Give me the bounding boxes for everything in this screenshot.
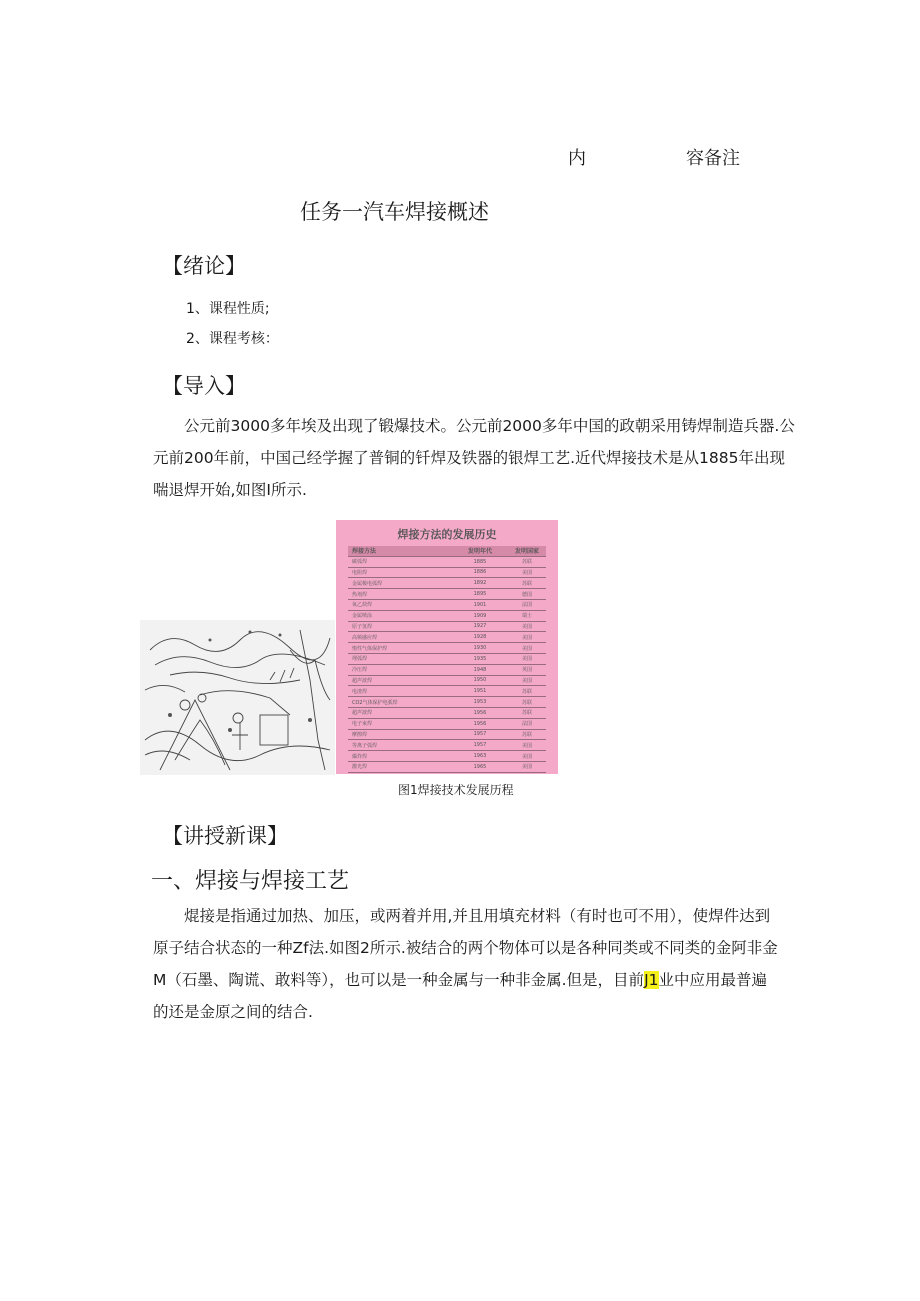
table-cell-method: 埋弧焊 [348, 654, 452, 665]
table-row [348, 751, 546, 762]
table-cell-country: 美国 [508, 762, 546, 773]
table-header-row [348, 546, 546, 557]
table-cell-method: 超声波焊 [348, 676, 452, 687]
table-row [348, 568, 546, 579]
table-cell-year: 1953 [452, 697, 508, 708]
table-cell-country: 苏联 [508, 557, 546, 568]
table-cell-country: 美国 [508, 568, 546, 579]
table-row [348, 578, 546, 589]
table-row [348, 762, 546, 773]
table-cell-method: CO2气体保护电弧焊 [348, 697, 452, 708]
table-row [348, 676, 546, 687]
table-cell-year: 1928 [452, 632, 508, 643]
lesson-line-3-end: 业中应用最普遍 [658, 971, 768, 989]
header-content-label: 内 [568, 148, 586, 169]
lesson-paragraph-line-4: 的还是金原之间的结合. [153, 1003, 313, 1021]
table-row [348, 740, 546, 751]
table-cell-country: 美国 [508, 740, 546, 751]
table-cell-year: 1901 [452, 600, 508, 611]
table-row [348, 632, 546, 643]
table-cell-country: 苏联 [508, 578, 546, 589]
table-cell-country: 瑞士 [508, 611, 546, 622]
table-cell-method: 冷压焊 [348, 665, 452, 676]
table-row [348, 665, 546, 676]
table-cell-year: 1930 [452, 643, 508, 654]
table-cell-year: 1950 [452, 676, 508, 687]
table-cell-country: 美国 [508, 632, 546, 643]
page-title: 任务一汽车焊接概述 [300, 200, 489, 224]
table-cell-method: 爆炸焊 [348, 751, 452, 762]
table-cell-country: 苏联 [508, 730, 546, 741]
table-cell-country: 英国 [508, 665, 546, 676]
table-cell-method: 惰性气体保护焊 [348, 643, 452, 654]
table-cell-method: 氧乙炔焊 [348, 600, 452, 611]
table-rows [348, 557, 546, 773]
table-header-year: 发明年代 [452, 546, 508, 557]
table-cell-year: 1895 [452, 589, 508, 600]
section-title: 一、焊接与焊接工艺 [151, 869, 350, 894]
lead-paragraph-line-1: 公元前3000多年埃及出现了锻爆技术。公元前2000多年中国的政朝采用铸焊制造兵器.公 [184, 417, 795, 435]
table-cell-country: 美国 [508, 676, 546, 687]
table-cell-method: 高频感应焊 [348, 632, 452, 643]
table-cell-country: 苏联 [508, 708, 546, 719]
table-cell-method: 超声波焊 [348, 708, 452, 719]
intro-item-2: 2、课程考核： [186, 331, 279, 347]
table-row [348, 643, 546, 654]
table-row [348, 622, 546, 633]
table-row [348, 708, 546, 719]
table-body [348, 546, 546, 773]
table-cell-method: 电阻焊 [348, 568, 452, 579]
table-cell-year: 1965 [452, 762, 508, 773]
table-cell-method: 电渣焊 [348, 686, 452, 697]
table-cell-year: 1957 [452, 730, 508, 741]
table-header-method: 焊接方法 [348, 546, 452, 557]
table-cell-year: 1927 [452, 622, 508, 633]
table-row [348, 730, 546, 741]
table-cell-year: 1886 [452, 568, 508, 579]
table-header-country: 发明国家 [508, 546, 546, 557]
table-title: 焊接方法的发展历史 [397, 528, 497, 541]
lead-heading: 【导入】 [162, 374, 246, 398]
ancient-forging-sketch-icon [140, 620, 335, 775]
table-cell-year: 1951 [452, 686, 508, 697]
intro-heading: 【绪论】 [162, 254, 246, 278]
figure-caption: 图1焊接技术发展历程 [398, 783, 514, 797]
table-cell-country: 苏联 [508, 697, 546, 708]
table-cell-method: 原子氢焊 [348, 622, 452, 633]
lesson-paragraph-line-1: 焜接是指通过加热、加压，或两着并用,并且用填充材料（有时也可不用），使焊件达到 [184, 907, 771, 925]
table-cell-year: 1963 [452, 751, 508, 762]
table-cell-method: 激光焊 [348, 762, 452, 773]
table-cell-year: 1892 [452, 578, 508, 589]
table-cell-country: 法国 [508, 719, 546, 730]
table-row [348, 600, 546, 611]
table-cell-year: 1948 [452, 665, 508, 676]
table-row [348, 654, 546, 665]
table-cell-year: 1956 [452, 719, 508, 730]
table-row [348, 557, 546, 568]
table-cell-method: 热剂焊 [348, 589, 452, 600]
ancient-forging-illustration [140, 620, 335, 775]
table-cell-method: 摩擦焊 [348, 730, 452, 741]
lead-paragraph-line-2: 元前200年前，中国己经学握了普铜的钎焊及铁器的银焊工艺.近代焊接技术是从1885年出现 [153, 449, 785, 467]
header-notes-label: 容备注 [686, 148, 740, 169]
table-cell-year: 1956 [452, 708, 508, 719]
table-cell-country: 美国 [508, 751, 546, 762]
highlighted-text: J1 [644, 971, 659, 989]
table-cell-country: 美国 [508, 654, 546, 665]
table-cell-method: 电子束焊 [348, 719, 452, 730]
table-cell-year: 1957 [452, 740, 508, 751]
intro-item-1: 1、课程性质; [186, 301, 270, 317]
lesson-line-3-start: M（石墨、陶谎、敢料等），也可以是一种金属与一种非金属.但是，目前 [153, 971, 645, 989]
table-cell-country: 法国 [508, 600, 546, 611]
table-row [348, 697, 546, 708]
table-cell-country: 美国 [508, 622, 546, 633]
lesson-heading: 【讲授新课】 [162, 824, 288, 848]
table-cell-method: 碳弧焊 [348, 557, 452, 568]
table-cell-year: 1935 [452, 654, 508, 665]
table-cell-country: 美国 [508, 643, 546, 654]
table-row [348, 589, 546, 600]
table-row [348, 686, 546, 697]
lesson-paragraph-line-2: 原子结合状态的一种Zf法.如图2所示.被结合的两个物体可以是各种同类或不同类的金阿非金 [153, 939, 778, 957]
table-cell-country: 苏联 [508, 686, 546, 697]
table-cell-method: 金属极电弧焊 [348, 578, 452, 589]
lesson-paragraph-line-3 [153, 968, 767, 990]
table-cell-method: 金属喷涂 [348, 611, 452, 622]
table-cell-year: 1909 [452, 611, 508, 622]
table-row [348, 719, 546, 730]
table-cell-method: 等离子弧焊 [348, 740, 452, 751]
table-cell-year: 1885 [452, 557, 508, 568]
lead-paragraph-line-3: 喘退焊开始,如图I所示. [153, 481, 307, 499]
table-row [348, 611, 546, 622]
table-cell-country: 德国 [508, 589, 546, 600]
welding-history-table [336, 520, 558, 774]
